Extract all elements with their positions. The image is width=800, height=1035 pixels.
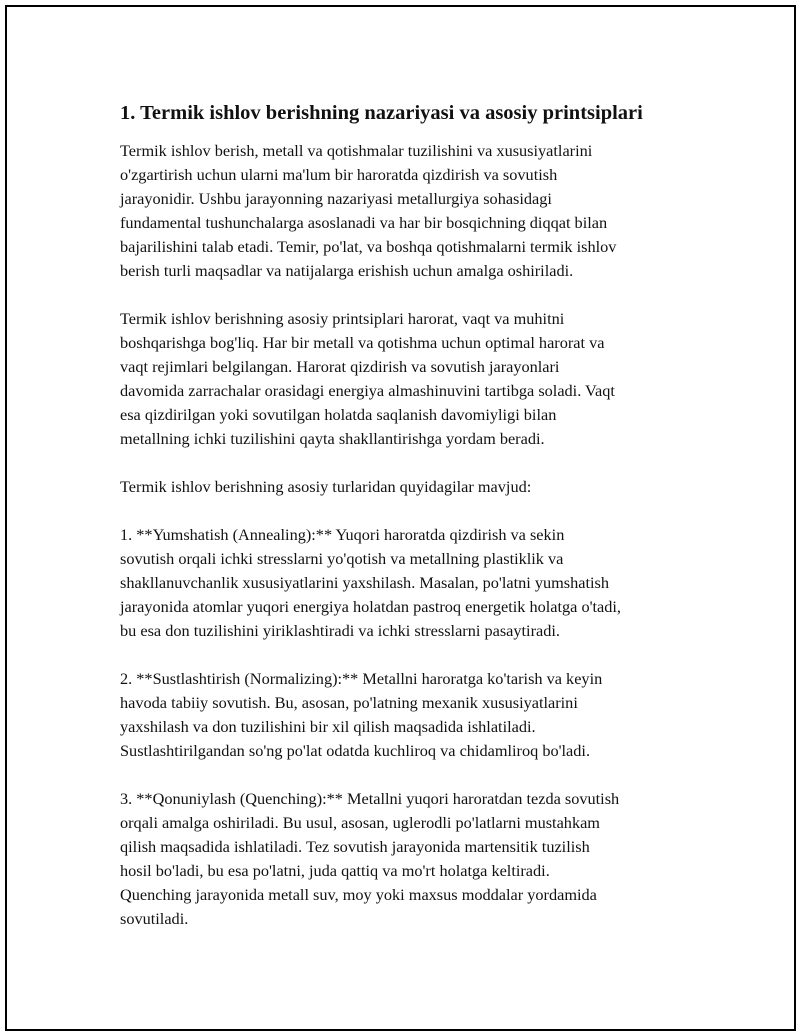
paragraph-line: o'zgartirish uchun ularni ma'lum bir haroratda qizdirish va sovutish <box>120 165 558 184</box>
paragraph-line: shakllanuvchanlik xususiyatlarini yaxshilash. Masalan, po'latni yumshatish <box>120 573 610 592</box>
paragraph-line: esa qizdirilgan yoki sovutilgan holatda saqlanish davomiyligi bilan <box>120 405 557 424</box>
page-border <box>5 5 796 1031</box>
section-title: 1. Termik ishlov berishning nazariyasi va asosiy printsiplari <box>120 102 643 124</box>
paragraph-line: davomida zarrachalar orasidagi energiya almashinuvini tartibga soladi. Vaqt <box>120 381 615 400</box>
paragraph-line: Termik ishlov berish, metall va qotishmalar tuzilishini va xususiyatlarini <box>120 141 593 160</box>
paragraph-line: 3. **Qonuniylash (Quenching):** Metallni yuqori haroratdan tezda sovutish <box>120 789 620 808</box>
paragraph-line: berish turli maqsadlar va natijalarga erishish uchun amalga oshiriladi. <box>120 261 574 280</box>
paragraph-list <box>120 139 700 931</box>
paragraph-line: vaqt rejimlari belgilangan. Harorat qizdirish va sovutish jarayonlari <box>120 357 560 376</box>
paragraph-line: Termik ishlov berishning asosiy turlaridan quyidagilar mavjud: <box>120 477 532 496</box>
paragraph-line: metallning ichki tuzilishini qayta shakllantirishga yordam beradi. <box>120 429 545 448</box>
paragraph-line: 1. **Yumshatish (Annealing):** Yuqori haroratda qizdirish va sekin <box>120 525 565 544</box>
paragraph-line: Termik ishlov berishning asosiy printsiplari harorat, vaqt va muhitni <box>120 309 565 328</box>
paragraph-line: qilish maqsadida ishlatiladi. Tez sovutish jarayonida martensitik tuzilish <box>120 837 590 856</box>
paragraph-line: hosil bo'ladi, bu esa po'latni, juda qattiq va mo'rt holatga keltiradi. <box>120 861 550 880</box>
paragraph-line: jarayonida atomlar yuqori energiya holatdan pastroq energetik holatga o'tadi, <box>120 597 622 616</box>
paragraph-line: yaxshilash va don tuzilishini bir xil qilish maqsadida ishlatiladi. <box>120 717 536 736</box>
paragraph-line: boshqarishga bog'liq. Har bir metall va qotishma uchun optimal harorat va <box>120 333 605 352</box>
paragraph-line: havoda tabiiy sovutish. Bu, asosan, po'latning mexanik xususiyatlarini <box>120 693 578 712</box>
paragraph <box>120 523 700 643</box>
paragraph <box>120 139 700 283</box>
paragraph-line: bu esa don tuzilishini yiriklashtiradi va ichki stresslarni pasaytiradi. <box>120 621 560 640</box>
paragraph-line: fundamental tushunchalarga asoslanadi va har bir bosqichning diqqat bilan <box>120 213 608 232</box>
paragraph-line: orqali amalga oshiriladi. Bu usul, asosan, uglerodli po'latlarni mustahkam <box>120 813 600 832</box>
paragraph <box>120 475 700 499</box>
paragraph <box>120 787 700 931</box>
paragraph-line: bajarilishini talab etadi. Temir, po'lat, va boshqa qotishmalarni termik ishlov <box>120 237 617 256</box>
paragraph-line: Quenching jarayonida metall suv, moy yoki maxsus moddalar yordamida <box>120 885 597 904</box>
paragraph-line: jarayonidir. Ushbu jarayonning nazariyasi metallurgiya sohasidagi <box>120 189 552 208</box>
paragraph-line: 2. **Sustlashtirish (Normalizing):** Metallni haroratga ko'tarish va keyin <box>120 669 603 688</box>
paragraph-line: sovutish orqali ichki stresslarni yo'qotish va metallning plastiklik va <box>120 549 564 568</box>
paragraph <box>120 307 700 451</box>
document-body <box>120 99 700 955</box>
paragraph-line: sovutiladi. <box>120 909 189 928</box>
paragraph-line: Sustlashtirilgandan so'ng po'lat odatda kuchliroq va chidamliroq bo'ladi. <box>120 741 591 760</box>
paragraph <box>120 667 700 763</box>
